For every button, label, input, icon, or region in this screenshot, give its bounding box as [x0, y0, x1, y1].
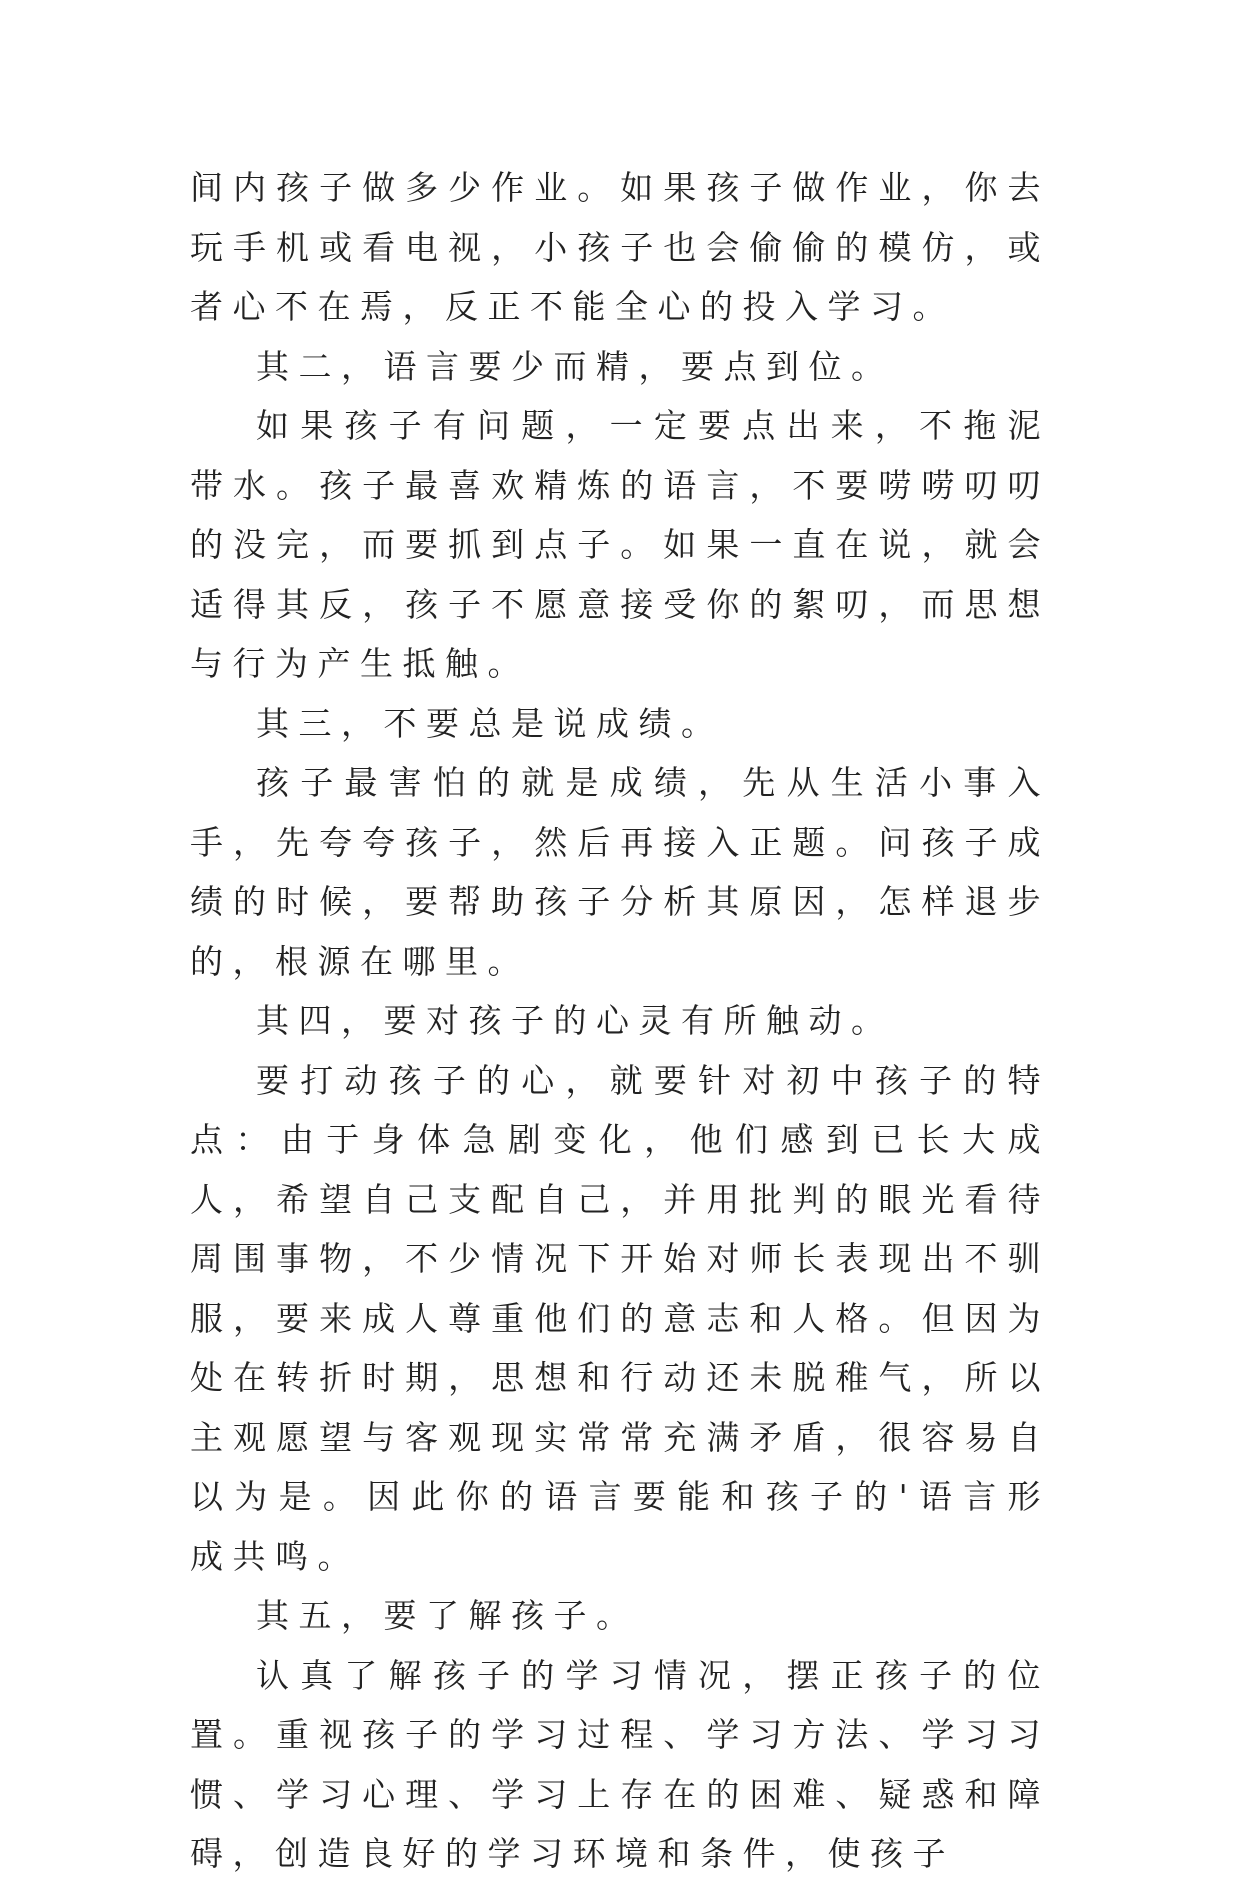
section-heading: 其四，要对孩子的心灵有所触动。: [256, 1001, 894, 1040]
paragraph: 要打动孩子的心，就要针对初中孩子的特点：由于身体急剧变化，他们感到已长大成人，希望自己支配自己，并用批判的眼光看待周围事物，不少情况下开始对师长表现出不驯服，要来成人尊重他们的意志和人格。但因为处在转折时期，思想和行动还未脱稚气，所以主观愿望与客观现实常常充满矛盾，很容易自以为是。因此你的语言要能和孩子的'语言形成共鸣。: [190, 1060, 1050, 1576]
paragraph: 如果孩子有问题，一定要点出来，不拖泥带水。孩子最喜欢精炼的语言，不要唠唠叨叨的没完，而要抓到点子。如果一直在说，就会适得其反，孩子不愿意接受你的絮叨，而思想与行为产生抵触。: [190, 406, 1050, 683]
document-body: [190, 158, 1050, 1884]
section-heading: 其三，不要总是说成绩。: [256, 703, 724, 743]
paragraph: 间内孩子做多少作业。如果孩子做作业，你去玩手机或看电视，小孩子也会偷偷的模仿，或者心不在焉，反正不能全心的投入学习。: [190, 168, 1050, 326]
section-heading: 其二，语言要少而精，要点到位。: [256, 346, 894, 386]
paragraph: 认真了解孩子的学习情况，摆正孩子的位置。重视孩子的学习过程、学习方法、学习习惯、学习心理、学习上存在的困难、疑惑和障碍，创造良好的学习环境和条件，使孩子: [190, 1655, 1050, 1873]
paragraph: 孩子最害怕的就是成绩，先从生活小事入手，先夸夸孩子，然后再接入正题。问孩子成绩的时候，要帮助孩子分析其原因，怎样退步的，根源在哪里。: [190, 763, 1050, 981]
section-heading: 其五，要了解孩子。: [256, 1596, 639, 1635]
